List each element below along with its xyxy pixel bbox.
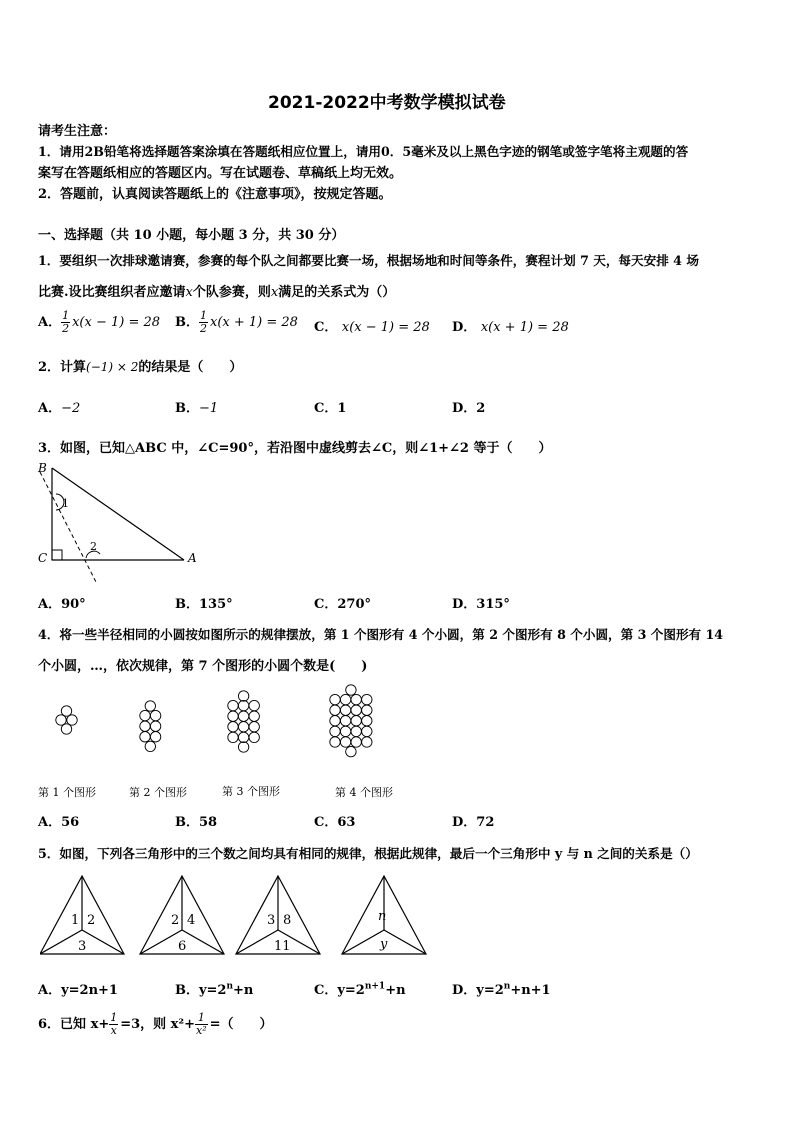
pattern-3-circle	[249, 732, 259, 742]
fraction-denominator: 2	[200, 322, 207, 335]
q1-option-a-fraction	[61, 310, 70, 335]
pattern-4-circle	[340, 716, 350, 726]
angle-2-label: 2	[90, 540, 97, 553]
pattern-4-circle	[340, 705, 350, 715]
q5-option-c-base: C．y=2	[314, 983, 365, 998]
pattern-4-circle	[351, 705, 361, 715]
vertex-c-label: C	[38, 551, 48, 565]
q2-stem	[38, 356, 242, 375]
angle-1-label: 1	[62, 497, 69, 510]
page-title: 2021-2022中考数学模拟试卷	[268, 93, 506, 113]
pattern-2-circle	[150, 732, 160, 742]
q3-triangle-figure	[34, 458, 204, 584]
q3-option-d: D．315°	[452, 597, 510, 612]
q6-part-a: 6．已知 x+	[38, 1017, 110, 1032]
pattern-3-circle	[249, 711, 259, 721]
pattern-3-circle	[238, 722, 248, 732]
q5-option-c	[314, 979, 406, 998]
pattern-3-circle	[249, 722, 259, 732]
q4-option-d: D．72	[452, 815, 495, 830]
q4-caption-2: 第 2 个图形	[129, 786, 187, 799]
pattern-4-circle	[340, 694, 350, 704]
pattern-2-circle	[140, 721, 150, 731]
pattern-4-circle	[346, 685, 356, 695]
q1-option-d	[452, 316, 569, 335]
section-heading: 一、选择题（共 10 小题，每小题 3 分，共 30 分）	[38, 228, 345, 243]
q4-circles-figure	[40, 682, 400, 782]
q3-stem: 3．如图，已知△ABC 中，∠C=90°，若沿图中虚线剪去∠C，则∠1+∠2 等于（ ）	[38, 441, 552, 456]
fraction-numerator: 1	[200, 309, 207, 322]
q2-stem-part-b: 的结果是（ ）	[138, 360, 243, 375]
pattern-4-circle	[340, 726, 350, 736]
triangle-number: 4	[187, 913, 196, 928]
pattern-3-circle	[238, 711, 248, 721]
q1-option-d-label: D．	[452, 320, 477, 335]
pattern-4-circle	[362, 726, 372, 736]
triangle-number: 11	[274, 939, 291, 954]
q2-option-a-label: A．	[38, 401, 62, 416]
q5-option-c-exponent: n+1	[364, 981, 386, 992]
pattern-4-circle	[330, 726, 340, 736]
q1-option-b-expr: x(x + 1) = 28	[210, 315, 298, 330]
notice-line-3: 2．答题前，认真阅读答题纸上的《注意事项》，按规定答题。	[38, 187, 392, 202]
triangle-number: 2	[87, 913, 96, 928]
pattern-1-circle	[67, 715, 77, 725]
triangle-side-ab	[52, 468, 184, 560]
q1-option-a-expr: x(x − 1) = 28	[72, 315, 161, 330]
pattern-3-circle	[238, 732, 248, 742]
pattern-4-circle	[362, 694, 372, 704]
q3-option-a: A．90°	[38, 597, 86, 612]
q2-option-a-value: −2	[61, 401, 81, 416]
q6-part-b: =3，则 x²+	[120, 1017, 196, 1032]
fraction-denominator: 2	[62, 322, 70, 335]
notice-line-2: 案写在答题纸相应的答题区内。写在试题卷、草稿纸上均无效。	[38, 166, 403, 181]
q2-expression: (−1) × 2	[86, 360, 139, 374]
pattern-3-circle	[238, 700, 248, 710]
q2-stem-part-a: 2．计算	[38, 360, 87, 375]
q5-stem: 5．如图，下列各三角形中的三个数之间均具有相同的规律，根据此规律，最后一个三角形中 y 与 n 之间的关系是（）	[38, 846, 698, 861]
q5-option-d-exponent: n	[503, 981, 511, 992]
q5-option-d	[452, 979, 551, 998]
pattern-2-circle	[150, 710, 160, 720]
fraction-numerator: 1	[110, 1011, 118, 1024]
q2-option-c: C．1	[314, 401, 347, 416]
pattern-4-circle	[351, 716, 361, 726]
pattern-4-circle	[362, 705, 372, 715]
fraction-numerator: 1	[195, 1012, 208, 1025]
fraction-numerator: 1	[62, 309, 70, 322]
q5-option-b-exponent: n	[226, 981, 234, 992]
q4-caption-4: 第 4 个图形	[335, 786, 393, 799]
q1-var-x-2: x	[270, 285, 279, 300]
q2-option-d: D．2	[452, 401, 486, 416]
pattern-2-circle	[140, 710, 150, 720]
pattern-4-circle	[330, 716, 340, 726]
fraction-denominator: x	[110, 1024, 117, 1037]
vertex-b-label: B	[38, 461, 47, 475]
pattern-4-circle	[330, 705, 340, 715]
q4-option-b: B．58	[175, 815, 218, 830]
pattern-1-circle	[61, 724, 71, 734]
pattern-4-circle	[330, 694, 340, 704]
pattern-3-circle	[249, 700, 259, 710]
q5-option-b-base: B．y=2	[175, 983, 227, 998]
notice-heading: 请考生注意：	[38, 124, 117, 139]
pattern-4-circle	[351, 694, 361, 704]
q1-var-x: x	[185, 285, 193, 300]
cut-dashed-line	[40, 472, 96, 582]
q1-stem-line2	[38, 281, 395, 300]
vertex-a-label: A	[188, 551, 197, 565]
triangle-number: 3	[78, 939, 87, 954]
q1-option-c-label: C．	[314, 320, 338, 335]
pattern-3-circle	[228, 732, 238, 742]
q1-option-a	[38, 310, 160, 335]
q1-option-d-expr: x(x + 1) = 28	[480, 320, 569, 335]
q5-option-d-rest: +n+1	[510, 983, 551, 998]
pattern-4-circle	[330, 737, 340, 747]
q5-option-c-rest: +n	[385, 983, 406, 998]
q4-stem-line2: 个小圆，…，依次规律，第 7 个图形的小圆个数是( )	[38, 659, 368, 674]
q2-option-b-value: −1	[199, 401, 219, 416]
triangle-number: 6	[178, 939, 187, 954]
q1-option-b-label: B．	[175, 315, 199, 330]
q1-stem-part-b: 个队参赛，则	[192, 285, 271, 300]
q2-option-a	[38, 397, 80, 416]
pattern-3-circle	[238, 742, 248, 752]
pattern-4-circle	[346, 746, 356, 756]
pattern-4-circle	[351, 726, 361, 736]
pattern-4-circle	[362, 737, 372, 747]
pattern-2-circle	[140, 732, 150, 742]
q4-stem-line1: 4．将一些半径相同的小圆按如图所示的规律摆放，第 1 个图形有 4 个小圆，第 2 个图形有 8 个小圆，第 3 个图形有 14	[38, 627, 724, 642]
q1-option-c	[314, 316, 430, 335]
triangle-number: 3	[267, 913, 276, 928]
pattern-3-circle	[228, 700, 238, 710]
triangle-number: 1	[71, 913, 80, 928]
triangle-number: y	[380, 937, 388, 952]
triangle-number: 2	[171, 913, 180, 928]
q6-fraction-1	[109, 1012, 118, 1037]
triangle-number: n	[378, 909, 387, 924]
q5-option-a: A．y=2n+1	[38, 983, 118, 998]
q2-option-b	[175, 397, 218, 416]
q5-option-b	[175, 979, 253, 998]
pattern-2-circle	[145, 701, 155, 711]
q5-option-d-base: D．y=2	[452, 983, 504, 998]
right-angle-mark	[52, 550, 62, 560]
q2-option-b-label: B．	[175, 401, 199, 416]
pattern-1-circle	[56, 715, 66, 725]
pattern-3-circle	[228, 711, 238, 721]
q1-option-a-label: A．	[38, 315, 62, 330]
q4-option-a: A．56	[38, 815, 80, 830]
pattern-2-circle	[145, 741, 155, 751]
q5-option-b-rest: +n	[233, 983, 254, 998]
q1-option-b	[175, 310, 298, 335]
q4-caption-3: 第 3 个图形	[222, 785, 280, 798]
q3-option-b: B．135°	[175, 597, 233, 612]
q4-option-c: C．63	[314, 815, 356, 830]
triangle-number: 8	[283, 913, 292, 928]
q6-fraction-2	[195, 1012, 208, 1037]
q6-stem	[38, 1012, 273, 1037]
pattern-1-circle	[61, 706, 71, 716]
pattern-3-circle	[238, 691, 248, 701]
q6-part-c: =（ ）	[209, 1017, 273, 1032]
q1-stem-line1: 1．要组织一次排球邀请赛，参赛的每个队之间都要比赛一场，根据场地和时间等条件，赛程计划 7 天，每天安排 4 场	[38, 253, 699, 268]
pattern-4-circle	[362, 716, 372, 726]
q1-stem-part-a: 比赛.设比赛组织者应邀请	[38, 285, 186, 300]
notice-line-1: 1．请用2B铅笔将选择题答案涂填在答题纸相应位置上，请用0．5毫米及以上黑色字迹的钢笔或签字笔将主观题的答	[38, 144, 689, 159]
q1-option-c-expr: x(x − 1) = 28	[341, 320, 430, 335]
q3-option-c: C．270°	[314, 597, 371, 612]
pattern-2-circle	[150, 721, 160, 731]
q4-caption-1: 第 1 个图形	[38, 786, 96, 799]
pattern-4-circle	[351, 737, 361, 747]
fraction-denominator: x²	[196, 1024, 207, 1037]
q5-triangles-figure	[40, 872, 440, 964]
pattern-3-circle	[228, 722, 238, 732]
q1-stem-part-c: 满足的关系式为（）	[278, 285, 396, 300]
pattern-4-circle	[340, 737, 350, 747]
q1-option-b-fraction	[199, 310, 208, 335]
